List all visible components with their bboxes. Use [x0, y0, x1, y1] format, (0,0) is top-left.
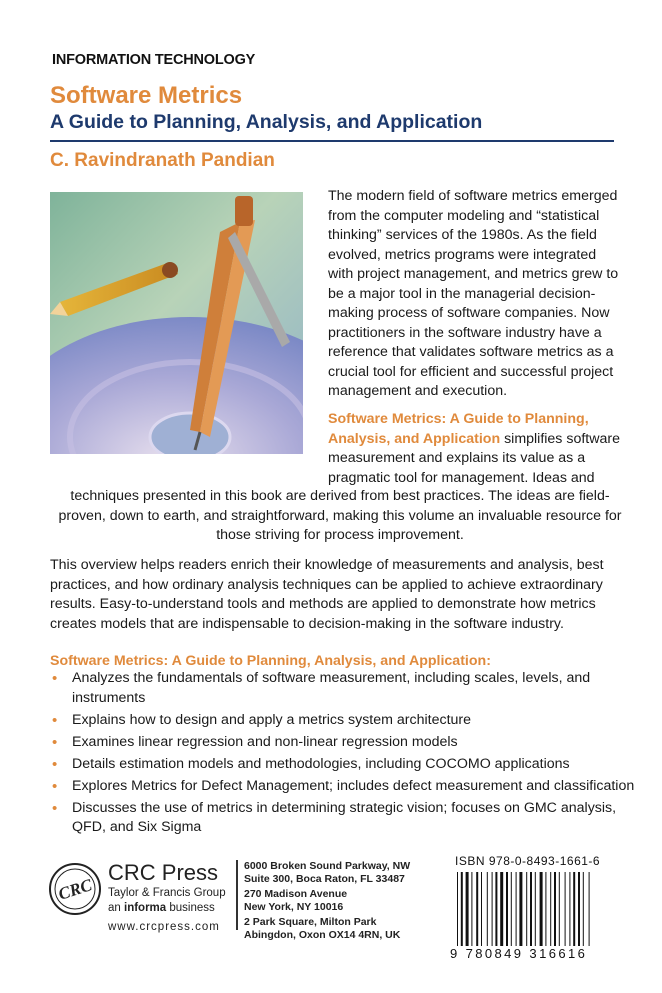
logo-text: CRC [56, 875, 95, 904]
isbn-label: ISBN 978-0-8493-1661-6 [455, 854, 601, 868]
book-title: Software Metrics [50, 82, 243, 109]
intro-paragraph: The modern field of software metrics emerged from the computer modeling and “statistical thinking” services of the 1980s. As the field evolved, metrics programs were integrated with project management, and metrics grew to be a major tool in the managerial decision-making process of software companies. Now practitioners in the software industry have a reference that validates software metrics as a crucial tool for efficient and successful project management and execution. [328, 188, 619, 399]
barcode-bar [540, 872, 543, 946]
barcode-bar [589, 872, 590, 946]
barcode-digits: 9 780849 316616 [450, 946, 588, 961]
summary-paragraph-continued: techniques presented in this book are derived from best practices. The ideas are field-proven, down to earth, and straightforward, making this volume an invaluable resource for those striving for process improvement. [58, 488, 622, 543]
author-name: C. Ravindranath Pandian [50, 150, 275, 171]
barcode-bar [550, 872, 551, 946]
summary-text-a: simplifies software measurement and explains its value as a pragmatic tool for management. Ideas and [328, 430, 620, 486]
barcode-bar [573, 872, 575, 946]
title-rule [50, 140, 614, 142]
address-line: Suite 300, Boca Raton, FL 33487 [244, 873, 405, 885]
barcode-bar [516, 872, 517, 946]
bullet-icon: • [52, 799, 58, 817]
list-item: • Explains how to design and apply a metrics system architecture [52, 711, 472, 729]
address-line: 6000 Broken Sound Parkway, NW [244, 860, 411, 872]
barcode-bar [471, 872, 472, 946]
publisher-group: Taylor & Francis Group [108, 887, 226, 899]
barcode-bar [530, 872, 532, 946]
overview-paragraph: This overview helps readers enrich their knowledge of measurements and analysis, best practices, and how ordinary analysis techniques can be applied to achieve extraordinary results. Easy-to-understand tools and methods are applied to demonstrate how metrics creates models that are indispensable to decision-making in the software industry. [50, 557, 604, 632]
list-item: • Discusses the use of metrics in determining strategic vision; focuses on GMC analysis, QFD, and Six Sigma [52, 799, 617, 835]
barcode-icon [455, 872, 615, 946]
bullet-icon: • [52, 670, 58, 687]
barcode-bar [495, 872, 497, 946]
features-heading: Software Metrics: A Guide to Planning, Analysis, and Application: [50, 653, 491, 669]
barcode-bar [500, 872, 503, 946]
cover-image [50, 192, 303, 454]
publisher-name: CRC Press [108, 860, 219, 885]
summary-paragraph-start [328, 410, 624, 488]
barcode-bar [492, 872, 493, 946]
barcode-bar [511, 872, 512, 946]
category-label: INFORMATION TECHNOLOGY [52, 52, 256, 68]
barcode-bar [526, 872, 527, 946]
compass-cd-illustration [50, 192, 303, 454]
book-subtitle: A Guide to Planning, Analysis, and Application [50, 111, 483, 133]
summary-highlight: Software Metrics: A Guide to Planning, Analysis, and Application [328, 411, 589, 447]
barcode-bar [535, 872, 536, 946]
barcode-bar [569, 872, 570, 946]
barcode-bar [466, 872, 469, 946]
barcode-bar [487, 872, 488, 946]
list-item: • Details estimation models and methodologies, including COCOMO applications [52, 755, 570, 773]
bullet-icon: • [52, 711, 58, 729]
barcode-bar [583, 872, 584, 946]
bullet-icon: • [52, 755, 58, 773]
barcode-bar [578, 872, 580, 946]
barcode-bar [554, 872, 556, 946]
bullet-icon: • [52, 733, 58, 751]
address-line: Abingdon, Oxon OX14 4RN, UK [244, 929, 401, 941]
list-item: • Analyzes the fundamentals of software measurement, including scales, levels, and instruments [52, 670, 591, 706]
list-item: • Examines linear regression and non-linear regression models [52, 733, 458, 751]
address-line: 2 Park Square, Milton Park [244, 916, 377, 928]
barcode-bar [545, 872, 546, 946]
crc-press-logo-icon [48, 862, 102, 916]
features-list [50, 669, 640, 840]
barcode-bar [457, 872, 458, 946]
barcode-bar [519, 872, 522, 946]
barcode-bar [461, 872, 463, 946]
divider [236, 860, 238, 930]
publisher-url: www.crcpress.com [108, 921, 220, 933]
barcode-bar [476, 872, 478, 946]
barcode-bar [506, 872, 508, 946]
barcode-bar [559, 872, 560, 946]
address-line: New York, NY 10016 [244, 901, 344, 913]
barcode-bar [565, 872, 566, 946]
publisher-tagline: an informa business [108, 902, 215, 914]
barcode-bar [481, 872, 482, 946]
bullet-icon: • [52, 777, 58, 795]
list-item: • Explores Metrics for Defect Management; includes defect measurement and classification [52, 777, 635, 795]
address-line: 270 Madison Avenue [244, 888, 348, 900]
